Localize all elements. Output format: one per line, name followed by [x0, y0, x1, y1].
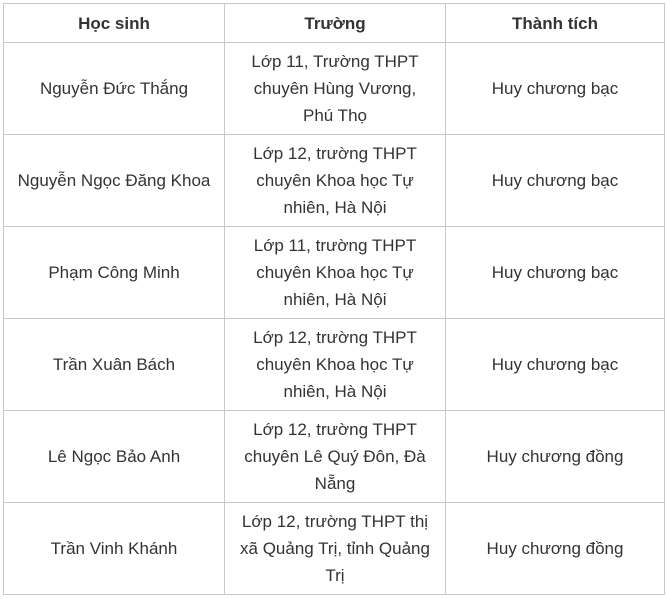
student-name: Nguyễn Đức Thắng — [4, 43, 225, 135]
award-cell: Huy chương bạc — [446, 135, 665, 227]
award-cell: Huy chương đồng — [446, 503, 665, 595]
student-name: Lê Ngọc Bảo Anh — [4, 411, 225, 503]
header-student: Học sinh — [4, 4, 225, 43]
results-table — [3, 3, 665, 595]
table-row — [4, 503, 665, 595]
table-row — [4, 43, 665, 135]
award-cell: Huy chương bạc — [446, 319, 665, 411]
school-cell: Lớp 11, Trường THPT chuyên Hùng Vương, Phú Thọ — [225, 43, 446, 135]
award-cell: Huy chương bạc — [446, 227, 665, 319]
school-cell: Lớp 12, trường THPT chuyên Khoa học Tự nhiên, Hà Nội — [225, 319, 446, 411]
table-body — [4, 43, 665, 595]
school-cell: Lớp 12, trường THPT thị xã Quảng Trị, tỉnh Quảng Trị — [225, 503, 446, 595]
header-school: Trường — [225, 4, 446, 43]
table-row — [4, 319, 665, 411]
header-row — [4, 4, 665, 43]
school-cell: Lớp 11, trường THPT chuyên Khoa học Tự nhiên, Hà Nội — [225, 227, 446, 319]
school-cell: Lớp 12, trường THPT chuyên Khoa học Tự nhiên, Hà Nội — [225, 135, 446, 227]
table-row — [4, 411, 665, 503]
student-name: Phạm Công Minh — [4, 227, 225, 319]
table-row — [4, 135, 665, 227]
student-name: Trần Xuân Bách — [4, 319, 225, 411]
award-cell: Huy chương bạc — [446, 43, 665, 135]
table-row — [4, 227, 665, 319]
table-header — [4, 4, 665, 43]
award-cell: Huy chương đồng — [446, 411, 665, 503]
header-award: Thành tích — [446, 4, 665, 43]
student-name: Trần Vinh Khánh — [4, 503, 225, 595]
student-name: Nguyễn Ngọc Đăng Khoa — [4, 135, 225, 227]
school-cell: Lớp 12, trường THPT chuyên Lê Quý Đôn, Đà Nẵng — [225, 411, 446, 503]
